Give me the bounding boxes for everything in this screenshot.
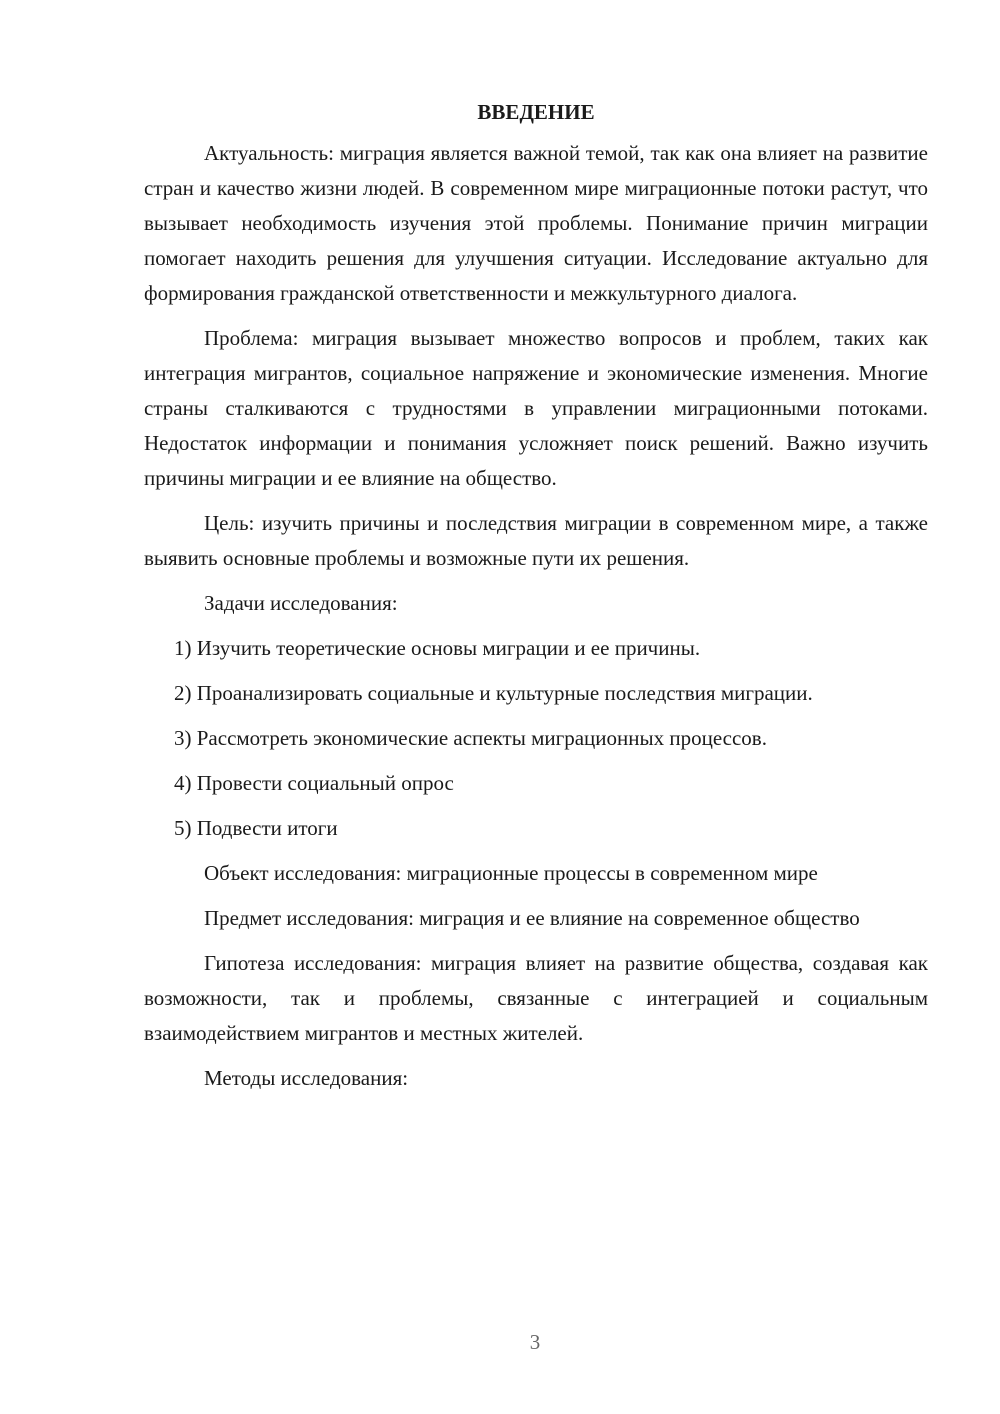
paragraph-subject: Предмет исследования: миграция и ее влияние на современное общество	[204, 906, 860, 930]
task-item-2: 2) Проанализировать социальные и культурные последствия миграции.	[174, 681, 813, 705]
paragraph-hypothesis: Гипотеза исследования: миграция влияет на развитие общества, создавая как возможности, так и проблемы, связанные с интеграцией и социальным взаимодействием мигрантов и местных жителей.	[144, 951, 928, 1045]
task-item-4: 4) Провести социальный опрос	[174, 771, 454, 795]
task-item-5: 5) Подвести итоги	[174, 816, 338, 840]
section-title: ВВЕДЕНИЕ	[477, 100, 595, 124]
paragraph-goal: Цель: изучить причины и последствия миграции в современном мире, а также выявить основные проблемы и возможные пути их решения.	[144, 511, 928, 570]
task-item-3: 3) Рассмотреть экономические аспекты миграционных процессов.	[174, 726, 767, 750]
paragraph-tasks-heading: Задачи исследования:	[204, 591, 398, 615]
paragraph-methods: Методы исследования:	[204, 1066, 409, 1090]
document-body	[144, 95, 928, 1106]
task-item-1: 1) Изучить теоретические основы миграции и ее причины.	[174, 636, 701, 660]
page-number: 3	[529, 1330, 541, 1354]
paragraph-relevance: Актуальность: миграция является важной темой, так как она влияет на развитие стран и качество жизни людей. В современном мире миграционные потоки растут, что вызывает необходимость изучения этой проблемы. Понимание причин миграции помогает находить решения для улучшения ситуации. Исследование актуально для формирования гражданской ответственности и межкультурного диалога.	[144, 141, 928, 305]
paragraph-problem: Проблема: миграция вызывает множество вопросов и проблем, таких как интеграция мигрантов, социальное напряжение и экономические изменения. Многие страны сталкиваются с трудностями в управлении миграционными потоками. Недостаток информации и понимания усложняет поиск решений. Важно изучить причины миграции и ее влияние на общество.	[144, 326, 928, 490]
paragraph-object: Объект исследования: миграционные процессы в современном мире	[204, 861, 818, 885]
